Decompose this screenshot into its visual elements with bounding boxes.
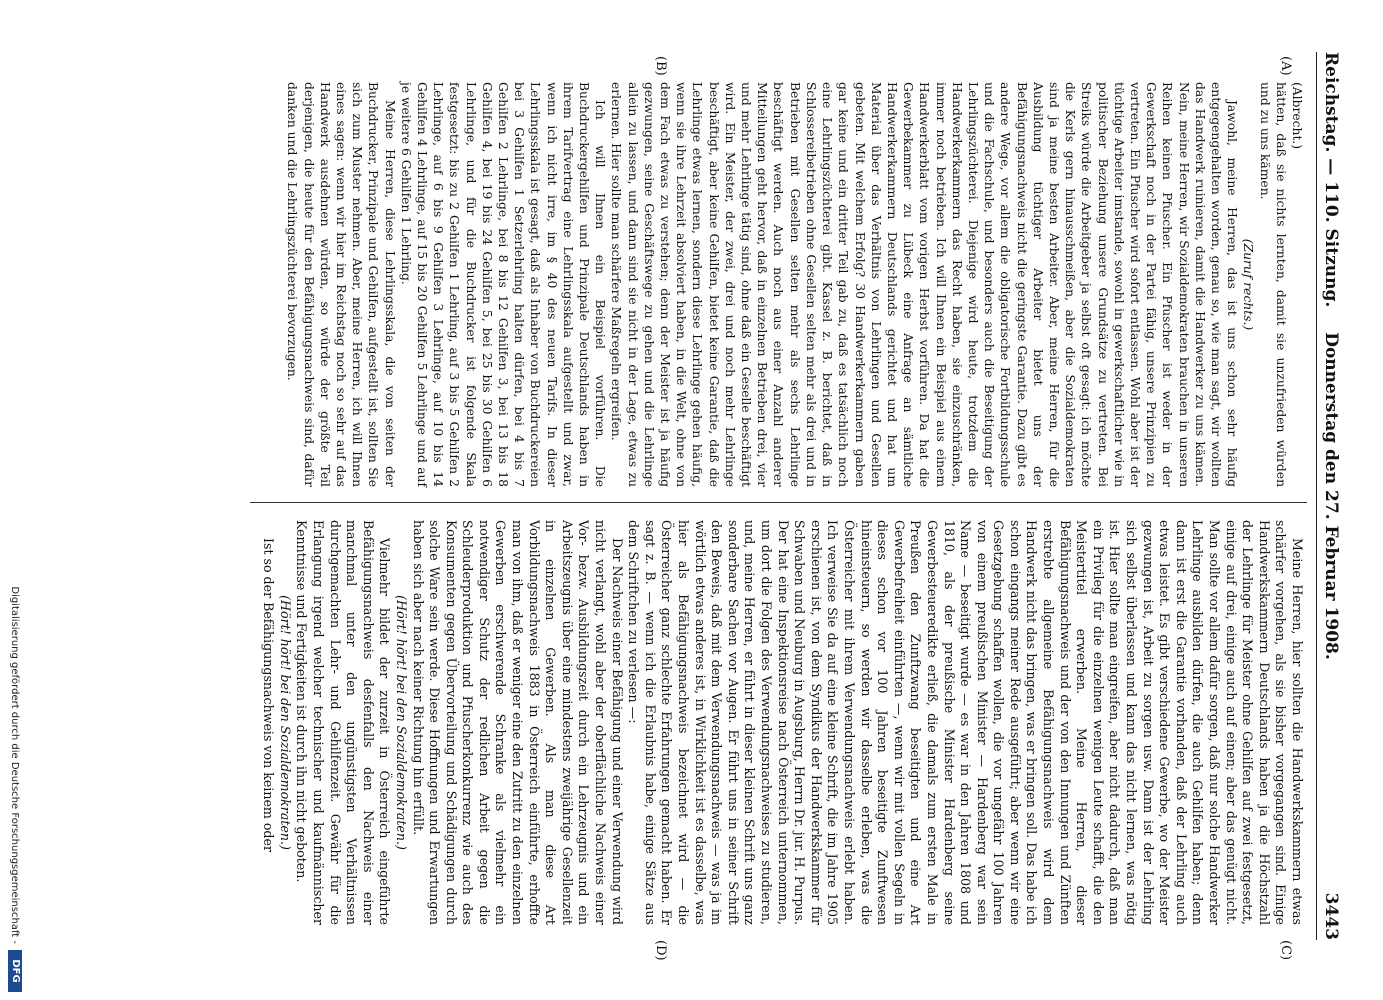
page-header [1316,52,1343,940]
interjection: (Hört! hört! bei den Sozialdemokraten.) [277,595,293,850]
margin-letter-c: (C) [1278,940,1293,961]
quotation: Der Nachweis einer Befähigung und einer Verwendung wird nicht verlangt, wohl aber der oberflächliche Nachweis einer Vor- bezw. Ausbildungszeit durch ein Lehrzeugnis und ein Arbeitszeugnis über eine mindestens zweijährige Gesellenzeit in einzelnen Gewerben. Als man diese Art Vorbildungsnachweis 1883 in Österreich einführte, erhoffte man von ihm, daß er weniger eine den Zutritt zu den einzelnen Gewerben erschwerende Schranke als vielmehr ein notwendiger Schutz der redlichen Arbeit gegen die Schleuderproduktion und Pfuscherkonkurrenz wie auch des Konsumenten gegen Übervorteilung und Schädigungen durch solche Ware sein werde. Diese Hoffnungen und Erwartungen haben sich aber nach keiner Richtung hin erfüllt. [410,520,625,925]
paragraph: Meine Herren, hier sollten die Handwerkskammern etwas schärfer vorgehen, als sie bisher vorgegangen sind. Einige Handwerkskammern Deutschlands haben ja die Höchstzahl der Lehrlinge für Meister ohne Gehilfen auf zwei festgesetzt, einige auf drei, einige auch auf einen; aber das genügt nicht. Man sollte vor allem dafür sorgen, daß nur solche Handwerker Lehrlinge ausbilden dürfen, die auch Gehilfen haben; denn dann ist erst die Garantie vorhanden, daß der Lehrling auch etwas leistet. Es gibt verschiedene Gewerbe, wo der Meister gezwungen ist, Arbeit zu sorgen usw. Dann ist der Lehrling sich selbst überlassen und kann das nicht lernen, was nötig ist. Hier sollte man eingreifen, aber nicht dadurch, daß man ein Privileg für die einzelnen wenigen Leute schafft, die den Meistertitel erwerben. Meine Herren, dieser Befähigungsnachweis und der von den Innungen und Zünften erstrebte allgemeine Befähigungsnachweis wird dem Handwerk nicht das bringen, was er bringen soll. Das habe ich schon eingangs meiner Rede ausgeführt; aber wenn wir eine Gesetzgebung schaffen wollen, die vor ungefähr 100 Jahren von einem preußischen Minister — Hardenberg war sein Name — beseitigt wurde — es war in den Jahren 1808 und 1810, als der preußische Minister Hardenberg seine Gewerbesteueredikte erließ, die damals zum ersten Male in Preußen den Zunftzwang beseitigten und eine Art Gewerbefreiheit einführten —, wenn wir mit vollen Segeln in dieses schon vor 100 Jahren beseitigte Zunftwesen hineinsteuern, so werden wir dasselbe erleben, was die Österreicher mit ihrem Verwendungsnachweis erlebt haben. Ich verweise Sie da auf eine kleine Schrift, die im Jahre 1905 erschienen ist, von dem Syndikus der Handwerkskammer für Schwaben und Neuburg in Augsburg, Herrn Dr. jur. H. Purpus. Der hat eine Inspektionsreise nach Österreich unternommen, um dort die Folgen des Verwendungsnachweises zu studieren, und, meine Herren, er führt in dieser kleinen Schrift uns ganz sonderbare Sachen vor Augen. Er führt uns in seiner Schrift den Beweis, daß mit dem Verwendungsnachweis — was ja im wörtlich etwas anderes ist, in Wirklichkeit ist es dasselbe, was hier als Befähigungsnachweis bezeichnet wird — die Österreicher ganz schlechte Erfahrungen gemacht haben. Er sagt z. B. — wenn ich die Erlaubnis habe, einige Sätze aus dem Schriftchen zu verlesen —: [626,520,1305,925]
paragraph: Ist so der Befähigungsnachweis von keinem oder [261,538,277,852]
speaker-name: (Albrecht.) [1290,82,1304,150]
credit-text: Digitalisierung gefördert durch die Deutsche Forschungsgemeinschaft - [9,586,20,944]
digitization-credit [8,586,27,944]
column-divider [250,502,1307,503]
right-column [250,520,1305,925]
dfg-logo: DFG [8,950,22,992]
paragraph: hätten, daß sie nichts lernten, damit sie unzufrieden würden und zu uns kämen. [1257,82,1288,487]
margin-letter-b: (B) [653,56,668,76]
left-column [250,82,1305,487]
header-date: Donnerstag den 27. Februar 1908. [1321,332,1341,660]
page-number: 3443 [1321,892,1341,940]
header-left: Reichstag. — 110. Sitzung. [1321,52,1341,308]
quotation: Vielmehr bildet der zurzeit in Österreich eingeführte Befähigungsnachweis desfenfalls den Nachweis einer manchmal unter den ungünstigsten Verhältnissen durchgemachten Lehr- und Gehilfenzeit. Gewähr für die Erlangung irgend welcher technischer und kaufmännischer Kenntnisse und Fertigkeiten ist durch ihn nicht geboten. [294,520,393,925]
margin-letter-a: (A) [1278,56,1293,76]
interjection: (Zuruf rechts.) [1241,238,1256,331]
paragraph: Jawohl, meine Herren, das ist uns schon sehr häufig entgegengehalten worden, genau so, wie man sagt, wir wollten das Handwerk ruinieren, damit die Handwerker zu uns kämen. Nein, meine Herren, wir Sozialdemokraten brauchen in unseren Reihen keinen Pfuscher. Ein Pfuscher ist weder in der Gewerkschaft noch in der Partei fähig, unsere Prinzipien zu vertreten. Ein Pfuscher wird sofort entlassen. Wohl aber ist der tüchtige Arbeiter imstande, sowohl in gewerkschaftlicher wie in politischer Beziehung unsere Grundsätze zu vertreten. Bei Streiks würde die Arbeitgeber ja selbst oft gesagt: ich möchte die Kerls gern hinausschmeißen, aber die Sozialdemokraten sind ja meine besten Arbeiter. Aber, meine Herren, für die Ausbildung tüchtiger Arbeiter bietet uns der Befähigungsnachweis nicht die geringste Garantie. Dazu gibt es andere Wege, vor allem die obligatorische Fortbildungsschule und die Fachschule, und besonders auch die Beseitigung der Lehrlingszüchterei. Diejenige wird heute, trotzdem die Handwerkerkammern das Recht haben, sie einzuschränken, immer noch betrieben. Ich will Ihnen ein Beispiel aus einem Handwerkerblatt vom vorigen Herbst vorführen. Da hat die Gewerbekammer zu Lübeck eine Anfrage an sämtliche Handwerkerkammern Deutschlands gerichtet und hat um Material über das Verhältnis von Lehrlingen und Gesellen gebeten. Mit welchem Erfolg? 30 Handwerkerkammern gaben gar keine und ein dritter Teil gab zu, daß es tatsächlich noch eine Lehrlingszüchterei gibt. Kassel z. B. berichtet, daß in Schlossereibetrieben ohne Gesellen selten mehr als drei und in Betrieben mit Gesellen selten mehr als sechs Lehrlinge beschäftigt werden. Auch noch aus einer Anzahl anderer Mitteilungen geht hervor, daß in einzelnen Betrieben drei, vier und mehr Lehrlinge tätig sind, ohne daß ein Geselle beschäftigt wird. Ein Meister, der zwei, drei und noch mehr Lehrlinge beschäftigt, aber keine Gehilfen, bietet keine Garantie, daß die Lehrlinge etwas lernen, sondern diese Lehrlinge gehen häufig, wenn sie ihre Lehrzeit absolviert haben, in die Welt, ohne von dem Fach etwas zu verstehen; denn der Meister ist ja häufig gezwungen, seine Geschäftswege zu gehen und die Lehrlinge allein zu lassen, und dann sind sie nicht in der Lage, etwas zu erlernen. Hier sollte man schärfere Maßregeln ergreifen. [609,82,1240,487]
margin-letter-d: (D) [653,940,668,961]
interjection: (Hört! hört! bei den Sozialdemokraten.) [393,595,409,850]
paragraph: Ich will Ihnen ein Beispiel vorführen. Die Buchdruckergehilfen und Prinzipale Deutschlands haben in ihrem Tarifvertrag eine Lehrlingsskala aufgestellt und zwar, wenn ich nicht irre, im § 40 des neuen Tarifs. In dieser Lehrlingsskala ist gesagt, daß als Inhaber von Buchdruckereien bei 3 Gehilfen 1 Setzerlehrling halten dürfen, bei 4 bis 7 Gehilfen 2 Lehrlinge, bei 8 bis 12 Gehilfen 3, bei 13 bis 18 Gehilfen 4, bei 19 bis 24 Gehilfen 5, bei 25 bis 30 Gehilfen 6 Lehrlinge, und für die Buchdrucker ist folgende Skala festgesetzt: bis zu 2 Gehilfen 1 Lehrling, auf 3 bis 5 Gehilfen 2 Lehrlinge, auf 6 bis 9 Gehilfen 3 Lehrlinge, auf 10 bis 14 Gehilfen 4 Lehrlinge, auf 15 bis 20 Gehilfen 5 Lehrlinge und auf je weitere 6 Gehilfen 1 Lehrling. [398,82,608,487]
paragraph: Meine Herren, diese Lehrlingsskala, die von seiten der Buchdrucker, Prinzipale und Gehilfen, aufgestellt ist, sollten Sie sich zum Muster nehmen. Aber, meine Herren, ich will Ihnen eines sagen: wenn wir hier im Reichstag noch so sehr auf das Handwerk ausdehnen würden, so würde der größte Teil derjenigen, die heute für den Befähigungsnachweis sind, dafür danken und die Lehrlingszüchterei bevorzugen. [285,82,397,487]
